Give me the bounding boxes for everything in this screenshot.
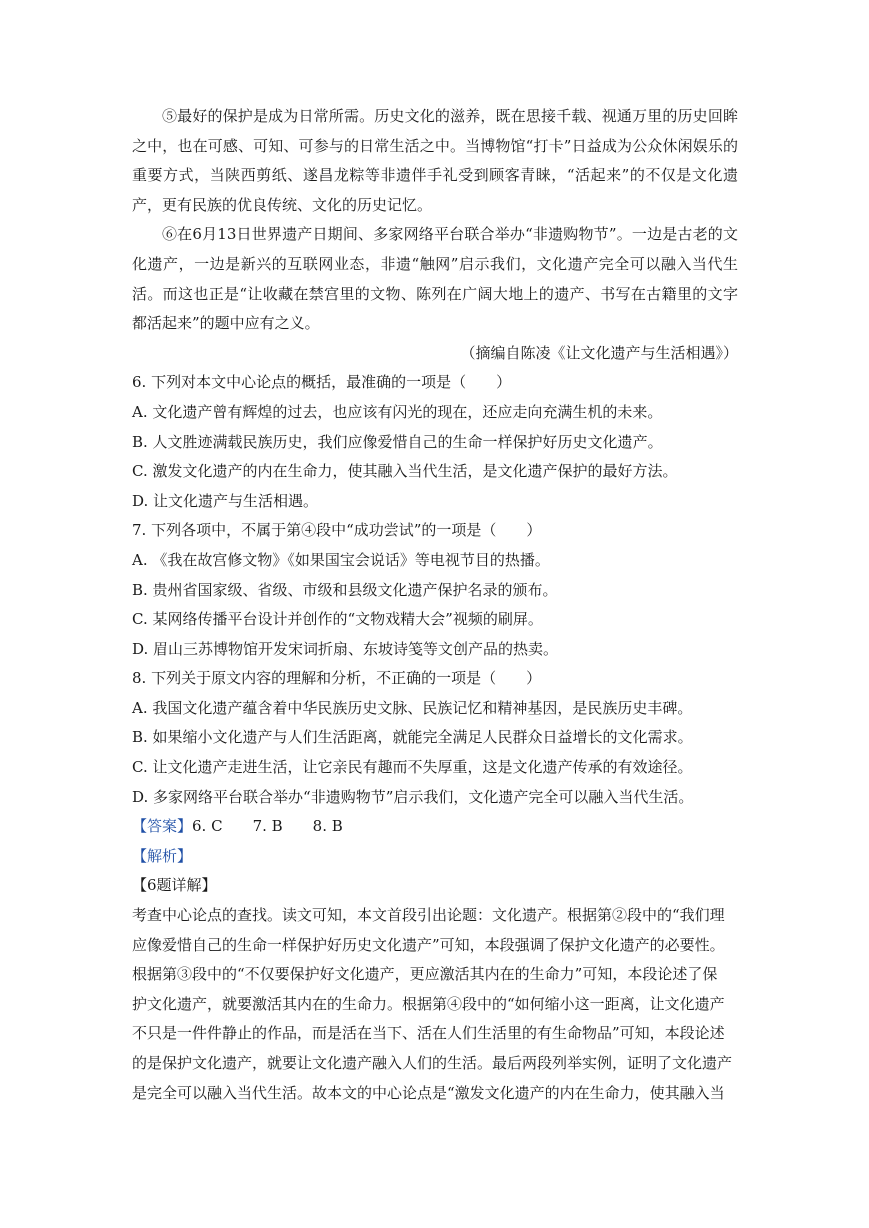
option-d: D. 眉山三苏博物馆开发宋词折扇、东坡诗笺等文创产品的热卖。 bbox=[132, 639, 559, 658]
question-7 bbox=[132, 516, 738, 664]
analysis-line: 根据第③段中的“不仅要保护好文化遗产，更应激活其内在的生命力”可知，本段论述了保 bbox=[132, 965, 718, 984]
document-page bbox=[132, 102, 738, 1108]
option-b: B. 人文胜迹满载民族历史，我们应像爱惜自己的生命一样保护好历史文化遗产。 bbox=[132, 432, 663, 451]
question-stem: 8. 下列关于原文内容的理解和分析，不正确的一项是（ ） bbox=[132, 669, 542, 688]
answer-text: 6. C 7. B 8. B bbox=[192, 817, 343, 836]
answer-line bbox=[132, 812, 738, 842]
analysis-line: 的是保护文化遗产，就要让文化遗产融入人们的生活。最后两段列举实例，证明了文化遗产 bbox=[132, 1054, 733, 1072]
analysis-label: 【解析】 bbox=[132, 846, 193, 865]
question-8 bbox=[132, 664, 738, 812]
analysis-line: 应像爱惜自己的生命一样保护好历史文化遗产”可知，本段强调了保护文化遗产的必要性。 bbox=[132, 935, 725, 954]
paragraph-5: ⑤最好的保护是成为日常所需。历史文化的滋养，既在思接千载、视通万里的历史回眸之中，也在可感、可知、可参与的日常生活之中。当博物馆“打卡”日益成为公众休闲娱乐的重要方式，当陕西剪纸、遂昌龙粽等非遗伴手礼受到顾客青睐，“活起来”的不仅是文化遗产，更有民族的优良传统、文化的历史记忆。 bbox=[132, 107, 738, 214]
question-6 bbox=[132, 368, 738, 516]
answer-label: 【答案】 bbox=[132, 817, 193, 836]
q6-heading: 【6题详解】 bbox=[132, 876, 217, 895]
paragraph-6: ⑥在6月13日世界遗产日期间、多家网络平台联合举办“非遗购物节”。一边是古老的文化遗产，一边是新兴的互联网业态，非遗“触网”启示我们，文化遗产完全可以融入当代生活。而这也正是“让收藏在禁宫里的文物、陈列在广阔大地上的遗产、书写在古籍里的文字都活起来”的题中应有之义。 bbox=[132, 225, 738, 333]
source-citation: （摘编自陈凌《让文化遗产与生活相遇》） bbox=[460, 343, 738, 362]
option-c: C. 激发文化遗产的内在生命力，使其融入当代生活，是文化遗产保护的最好方法。 bbox=[132, 462, 678, 481]
option-a: A. 我国文化遗产蕴含着中华民族历史文脉、民族记忆和精神基因，是民族历史丰碑。 bbox=[132, 698, 693, 717]
question-stem: 6. 下列对本文中心论点的概括，最准确的一项是（ ） bbox=[132, 373, 512, 392]
option-c: C. 让文化遗产走进生活，让它亲民有趣而不失厚重，这是文化遗产传承的有效途径。 bbox=[132, 758, 693, 777]
option-d: D. 多家网络平台联合举办“非遗购物节”启示我们，文化遗产完全可以融入当代生活。 bbox=[132, 787, 694, 806]
option-c: C. 某网络传播平台设计并创作的“文物戏精大会”视频的刷屏。 bbox=[132, 610, 543, 629]
option-d: D. 让文化遗产与生活相遇。 bbox=[132, 491, 319, 510]
analysis-line: 护文化遗产，就要激活其内在的生命力。根据第④段中的“如何缩小这一距离，让文化遗产 bbox=[132, 994, 725, 1013]
option-b: B. 如果缩小文化遗产与人们生活距离，就能完全满足人民群众日益增长的文化需求。 bbox=[132, 728, 693, 747]
option-b: B. 贵州省国家级、省级、市级和县级文化遗产保护名录的颁布。 bbox=[132, 580, 558, 599]
analysis-line: 是完全可以融入当代生活。故本文的中心论点是“激发文化遗产的内在生命力，使其融入当 bbox=[132, 1083, 725, 1102]
option-a: A. 《我在故宫修文物》《如果国宝会说话》等电视节目的热播。 bbox=[132, 550, 550, 569]
question-stem: 7. 下列各项中，不属于第④段中“成功尝试”的一项是（ ） bbox=[132, 521, 542, 540]
analysis-line: 不只是一件件静止的作品，而是活在当下、活在人们生活里的有生命物品”可知，本段论述 bbox=[132, 1024, 725, 1043]
analysis-line: 考查中心论点的查找。读文可知，本文首段引出论题：文化遗产。根据第②段中的“我们理 bbox=[132, 906, 725, 925]
q6-analysis bbox=[132, 901, 738, 1108]
option-a: A. 文化遗产曾有辉煌的过去，也应该有闪光的现在，还应走向充满生机的未来。 bbox=[132, 402, 663, 421]
